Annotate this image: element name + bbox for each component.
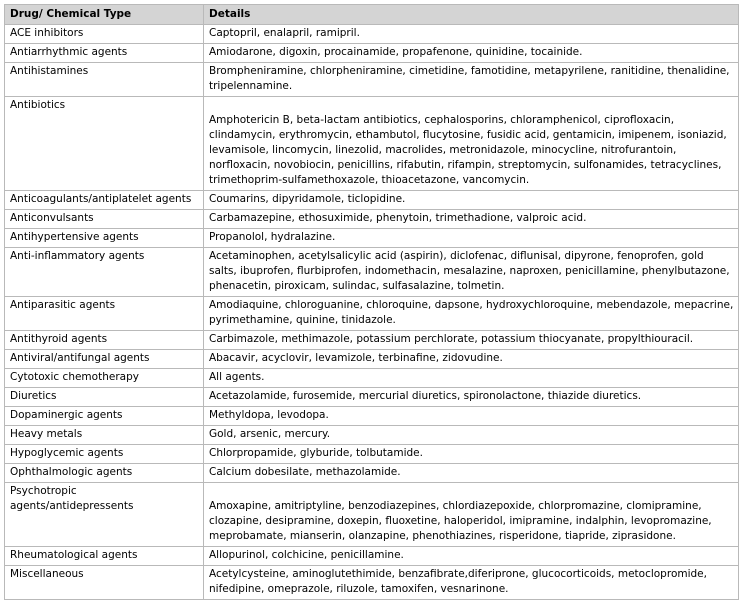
- drug-type-cell: Antibiotics: [5, 97, 204, 191]
- details-cell: Amphotericin B, beta-lactam antibiotics, cephalosporins, chloramphenicol, ciprofloxacin, clindamycin, erythromycin, ethambutol, flucytosine, fusidic acid, gentamicin, imipenem, isoniazid, levamisole, lincomycin, linezolid, macrolides, metronidazole, minocycline, nitrofurantoin, norfloxacin, novobiocin, penicillins, rifabutin, rifampin, streptomycin, sulfonamides, tetracyclines, trimethoprim-sulfamethoxazole, thioacetazone, vancomycin.: [204, 97, 739, 191]
- drug-type-cell: Antithyroid agents: [5, 331, 204, 350]
- table-row: [5, 331, 739, 350]
- details-cell: Allopurinol, colchicine, penicillamine.: [204, 547, 739, 566]
- drug-type-cell: Anticoagulants/antiplatelet agents: [5, 191, 204, 210]
- header-row: [5, 5, 739, 25]
- details-cell: Propanolol, hydralazine.: [204, 229, 739, 248]
- drug-type-cell: Antihistamines: [5, 63, 204, 97]
- table-row: [5, 483, 739, 547]
- table-row: [5, 210, 739, 229]
- drug-type-cell: ACE inhibitors: [5, 25, 204, 44]
- drug-type-cell: Anti-inflammatory agents: [5, 248, 204, 297]
- details-cell: Gold, arsenic, mercury.: [204, 426, 739, 445]
- table-row: [5, 63, 739, 97]
- table-row: [5, 25, 739, 44]
- drug-type-cell: Diuretics: [5, 388, 204, 407]
- table-row: [5, 369, 739, 388]
- details-cell: All agents.: [204, 369, 739, 388]
- details-cell: Chlorpropamide, glyburide, tolbutamide.: [204, 445, 739, 464]
- table-row: [5, 229, 739, 248]
- details-cell: Amiodarone, digoxin, procainamide, propafenone, quinidine, tocainide.: [204, 44, 739, 63]
- drug-type-cell: Dopaminergic agents: [5, 407, 204, 426]
- details-cell: Carbimazole, methimazole, potassium perchlorate, potassium thiocyanate, propylthiouracil.: [204, 331, 739, 350]
- table-row: [5, 297, 739, 331]
- details-cell: Brompheniramine, chlorpheniramine, cimetidine, famotidine, metapyrilene, ranitidine, thenalidine, tripelennamine.: [204, 63, 739, 97]
- drug-type-cell: Antiviral/antifungal agents: [5, 350, 204, 369]
- details-cell: Coumarins, dipyridamole, ticlopidine.: [204, 191, 739, 210]
- drug-type-cell: Antiparasitic agents: [5, 297, 204, 331]
- details-cell: Acetylcysteine, aminoglutethimide, benzafibrate,diferiprone, glucocorticoids, metoclopromide, nifedipine, omeprazole, riluzole, tamoxifen, vesnarinone.: [204, 566, 739, 600]
- drug-type-cell: Heavy metals: [5, 426, 204, 445]
- drug-type-cell: Miscellaneous: [5, 566, 204, 600]
- details-cell: Abacavir, acyclovir, levamizole, terbinafine, zidovudine.: [204, 350, 739, 369]
- details-cell: Methyldopa, levodopa.: [204, 407, 739, 426]
- details-cell: Acetaminophen, acetylsalicylic acid (aspirin), diclofenac, diflunisal, dipyrone, fenoprofen, gold salts, ibuprofen, flurbiprofen, indomethacin, mesalazine, naproxen, penicillamine, phenylbutazone, phenacetin, piroxicam, sulindac, sulfasalazine, tolmetin.: [204, 248, 739, 297]
- drug-table: [4, 4, 739, 600]
- table-row: [5, 350, 739, 369]
- details-cell: Amoxapine, amitriptyline, benzodiazepines, chlordiazepoxide, chlorpromazine, clomipramine, clozapine, desipramine, doxepin, fluoxetine, haloperidol, imipramine, indalphin, levopromazine, meprobamate, mianserin, olanzapine, phenothiazines, risperidone, tiapride, ziprasidone.: [204, 483, 739, 547]
- table-row: [5, 388, 739, 407]
- drug-type-cell: Antihypertensive agents: [5, 229, 204, 248]
- header-details: Details: [204, 5, 739, 25]
- table-row: [5, 407, 739, 426]
- drug-type-cell: Antiarrhythmic agents: [5, 44, 204, 63]
- drug-type-cell: Anticonvulsants: [5, 210, 204, 229]
- drug-type-cell: Ophthalmologic agents: [5, 464, 204, 483]
- drug-type-cell: Cytotoxic chemotherapy: [5, 369, 204, 388]
- details-cell: Amodiaquine, chloroguanine, chloroquine, dapsone, hydroxychloroquine, mebendazole, mepacrine, pyrimethamine, quinine, tinidazole.: [204, 297, 739, 331]
- details-cell: Carbamazepine, ethosuximide, phenytoin, trimethadione, valproic acid.: [204, 210, 739, 229]
- table-row: [5, 97, 739, 191]
- details-cell: Acetazolamide, furosemide, mercurial diuretics, spironolactone, thiazide diuretics.: [204, 388, 739, 407]
- table-row: [5, 191, 739, 210]
- table-row: [5, 426, 739, 445]
- table-row: [5, 44, 739, 63]
- drug-type-cell: Rheumatological agents: [5, 547, 204, 566]
- header-type: Drug/ Chemical Type: [5, 5, 204, 25]
- table-row: [5, 248, 739, 297]
- details-cell: Captopril, enalapril, ramipril.: [204, 25, 739, 44]
- table-row: [5, 547, 739, 566]
- drug-type-cell: Psychotropic agents/antidepressents: [5, 483, 204, 547]
- table-row: [5, 566, 739, 600]
- table-row: [5, 464, 739, 483]
- table-row: [5, 445, 739, 464]
- details-cell: Calcium dobesilate, methazolamide.: [204, 464, 739, 483]
- drug-type-cell: Hypoglycemic agents: [5, 445, 204, 464]
